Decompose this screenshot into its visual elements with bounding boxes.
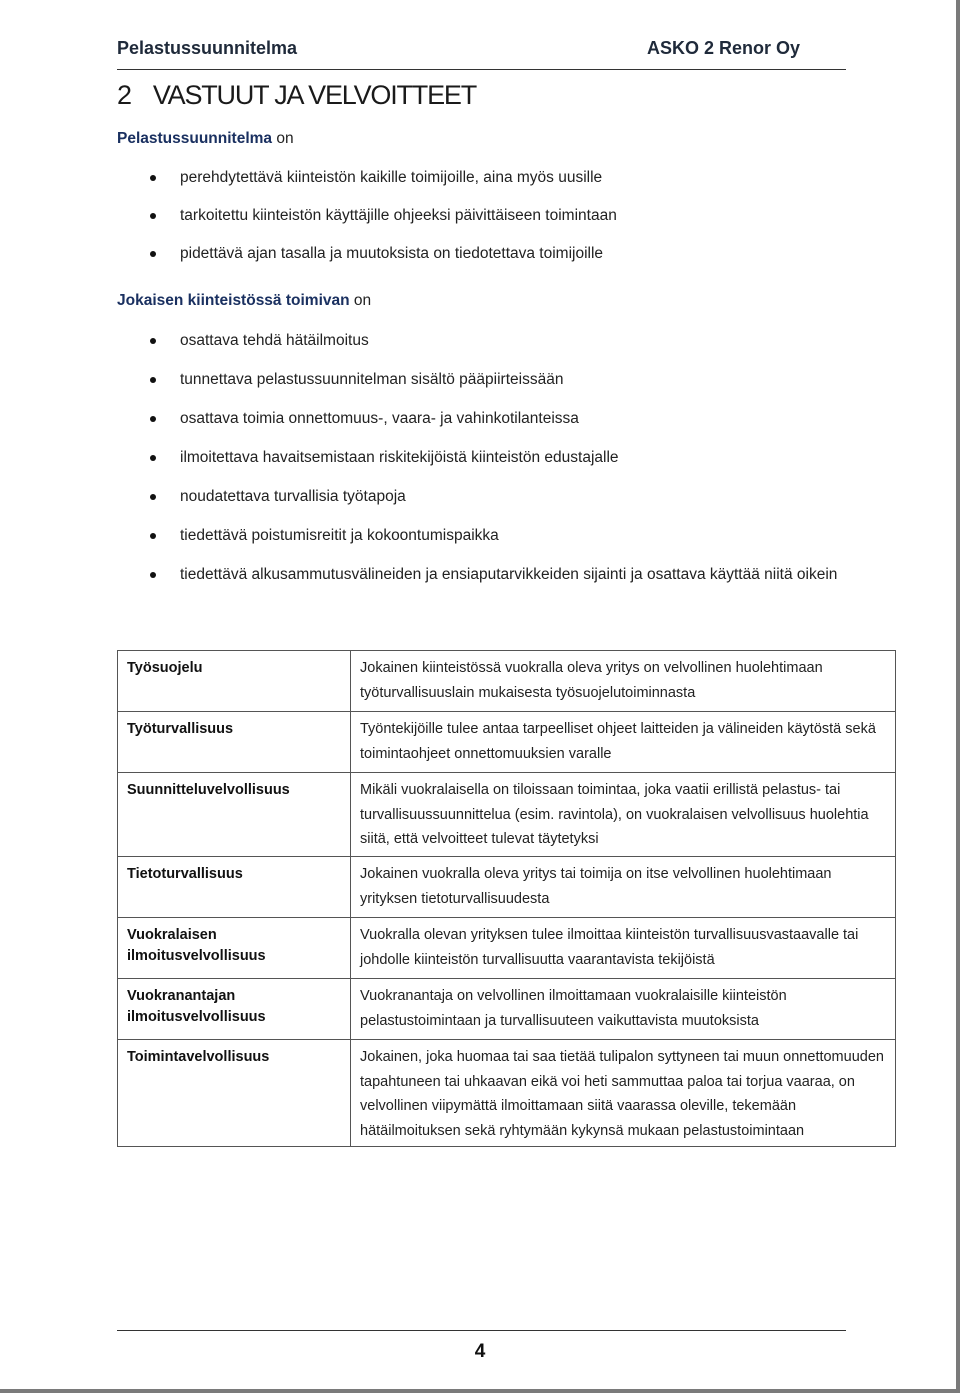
header-document-title: Pelastussuunnitelma (117, 38, 298, 58)
table-row (118, 1040, 896, 1147)
list-item: tarkoitettu kiinteistön käyttäjille ohjeeksi päivittäiseen toimintaan (150, 203, 880, 228)
list-item: tiedettävä alkusammutusvälineiden ja ensiaputarvikkeiden sijainti ja osattava käyttää niitä oikein (150, 562, 880, 587)
table-row (118, 712, 896, 773)
list-item: tiedettävä poistumisreitit ja kokoontumispaikka (150, 523, 880, 548)
section-title: VASTUUT JA VELVOITTEET (152, 80, 477, 110)
list-item: perehdytettävä kiinteistön kaikille toimijoille, aina myös uusille (150, 165, 880, 190)
page-header (117, 36, 846, 70)
table-description: Jokainen, joka huomaa tai saa tietää tulipalon syttyneen tai muun onnettomuuden tapahtuneen tai uhkaavan eikä voi heti sammuttaa paloa tai torjua vaaraa, on velvollinen viipymättä ilmoittamaan siitä vaarassa oleville, tekemään hätäilmoituksen sekä ryhtymään kykynsä mukaan pelastustoimintaan (351, 1040, 896, 1147)
table-description: Jokainen vuokralla oleva yritys tai toimija on itse velvollinen huolehtimaan yrityksen tietoturvallisuudesta (351, 857, 896, 918)
table-description: Mikäli vuokralaisella on tiloissaan toimintaa, joka vaatii erillistä pelastus- tai turvallisuussuunnittelua (esim. ravintola), on vuokralaisen velvollisuus huolehtia siitä, että velvoitteet tulevat täytetyksi (351, 773, 896, 857)
section-heading (117, 80, 476, 111)
table-term: Vuokranantajan ilmoitusvelvollisuus (118, 979, 351, 1040)
intro-plan (117, 130, 294, 148)
intro-everyone (117, 292, 371, 310)
list-item: pidettävä ajan tasalla ja muutoksista on tiedotettava toimijoille (150, 241, 880, 266)
list-item: noudatettava turvallisia työtapoja (150, 484, 880, 509)
page-number: 4 (474, 1341, 486, 1362)
table-term: Työsuojelu (118, 651, 351, 712)
table-term: Toimintavelvollisuus (118, 1040, 351, 1147)
table-row (118, 773, 896, 857)
footer-divider (117, 1330, 846, 1331)
section-number: 2 (117, 80, 131, 110)
table-row (118, 979, 896, 1040)
table-row (118, 857, 896, 918)
table-term: Vuokralaisen ilmoitusvelvollisuus (118, 918, 351, 979)
table-term: Suunnitteluvelvollisuus (118, 773, 351, 857)
list-item: osattava tehdä hätäilmoitus (150, 328, 880, 353)
table-description: Vuokralla olevan yrityksen tulee ilmoittaa kiinteistön turvallisuusvastaavalle tai johdolle kiinteistön turvallisuutta vaarantavista tekijöistä (351, 918, 896, 979)
table-row (118, 651, 896, 712)
table-description: Vuokranantaja on velvollinen ilmoittamaan vuokralaisille kiinteistön pelastustoimintaan ja turvallisuuteen vaikuttavista muutoksista (351, 979, 896, 1040)
intro-plan-rest: on (272, 130, 294, 147)
intro-everyone-rest: on (349, 292, 372, 309)
header-company: ASKO 2 Renor Oy (646, 38, 800, 58)
intro-plan-bold: Pelastussuunnitelma (117, 130, 273, 147)
intro-everyone-bold: Jokaisen kiinteistössä toimivan (117, 292, 350, 309)
table-term: Tietoturvallisuus (118, 857, 351, 918)
table-description: Työntekijöille tulee antaa tarpeelliset ohjeet laitteiden ja välineiden käytöstä sekä toimintaohjeet onnettomuuksien varalle (351, 712, 896, 773)
everyone-list (150, 328, 880, 587)
table-description: Jokainen kiinteistössä vuokralla oleva yritys on velvollinen huolehtimaan työturvallisuuslain mukaisesta työsuojelutoiminnasta (351, 651, 896, 712)
list-item: tunnettava pelastussuunnitelman sisältö pääpiirteissään (150, 367, 880, 392)
list-item: ilmoitettava havaitsemistaan riskitekijöistä kiinteistön edustajalle (150, 445, 880, 470)
table-row (118, 918, 896, 979)
table-term: Työturvallisuus (118, 712, 351, 773)
responsibilities-table (117, 650, 896, 1147)
list-item: osattava toimia onnettomuus-, vaara- ja vahinkotilanteissa (150, 406, 880, 431)
plan-list (150, 165, 880, 266)
